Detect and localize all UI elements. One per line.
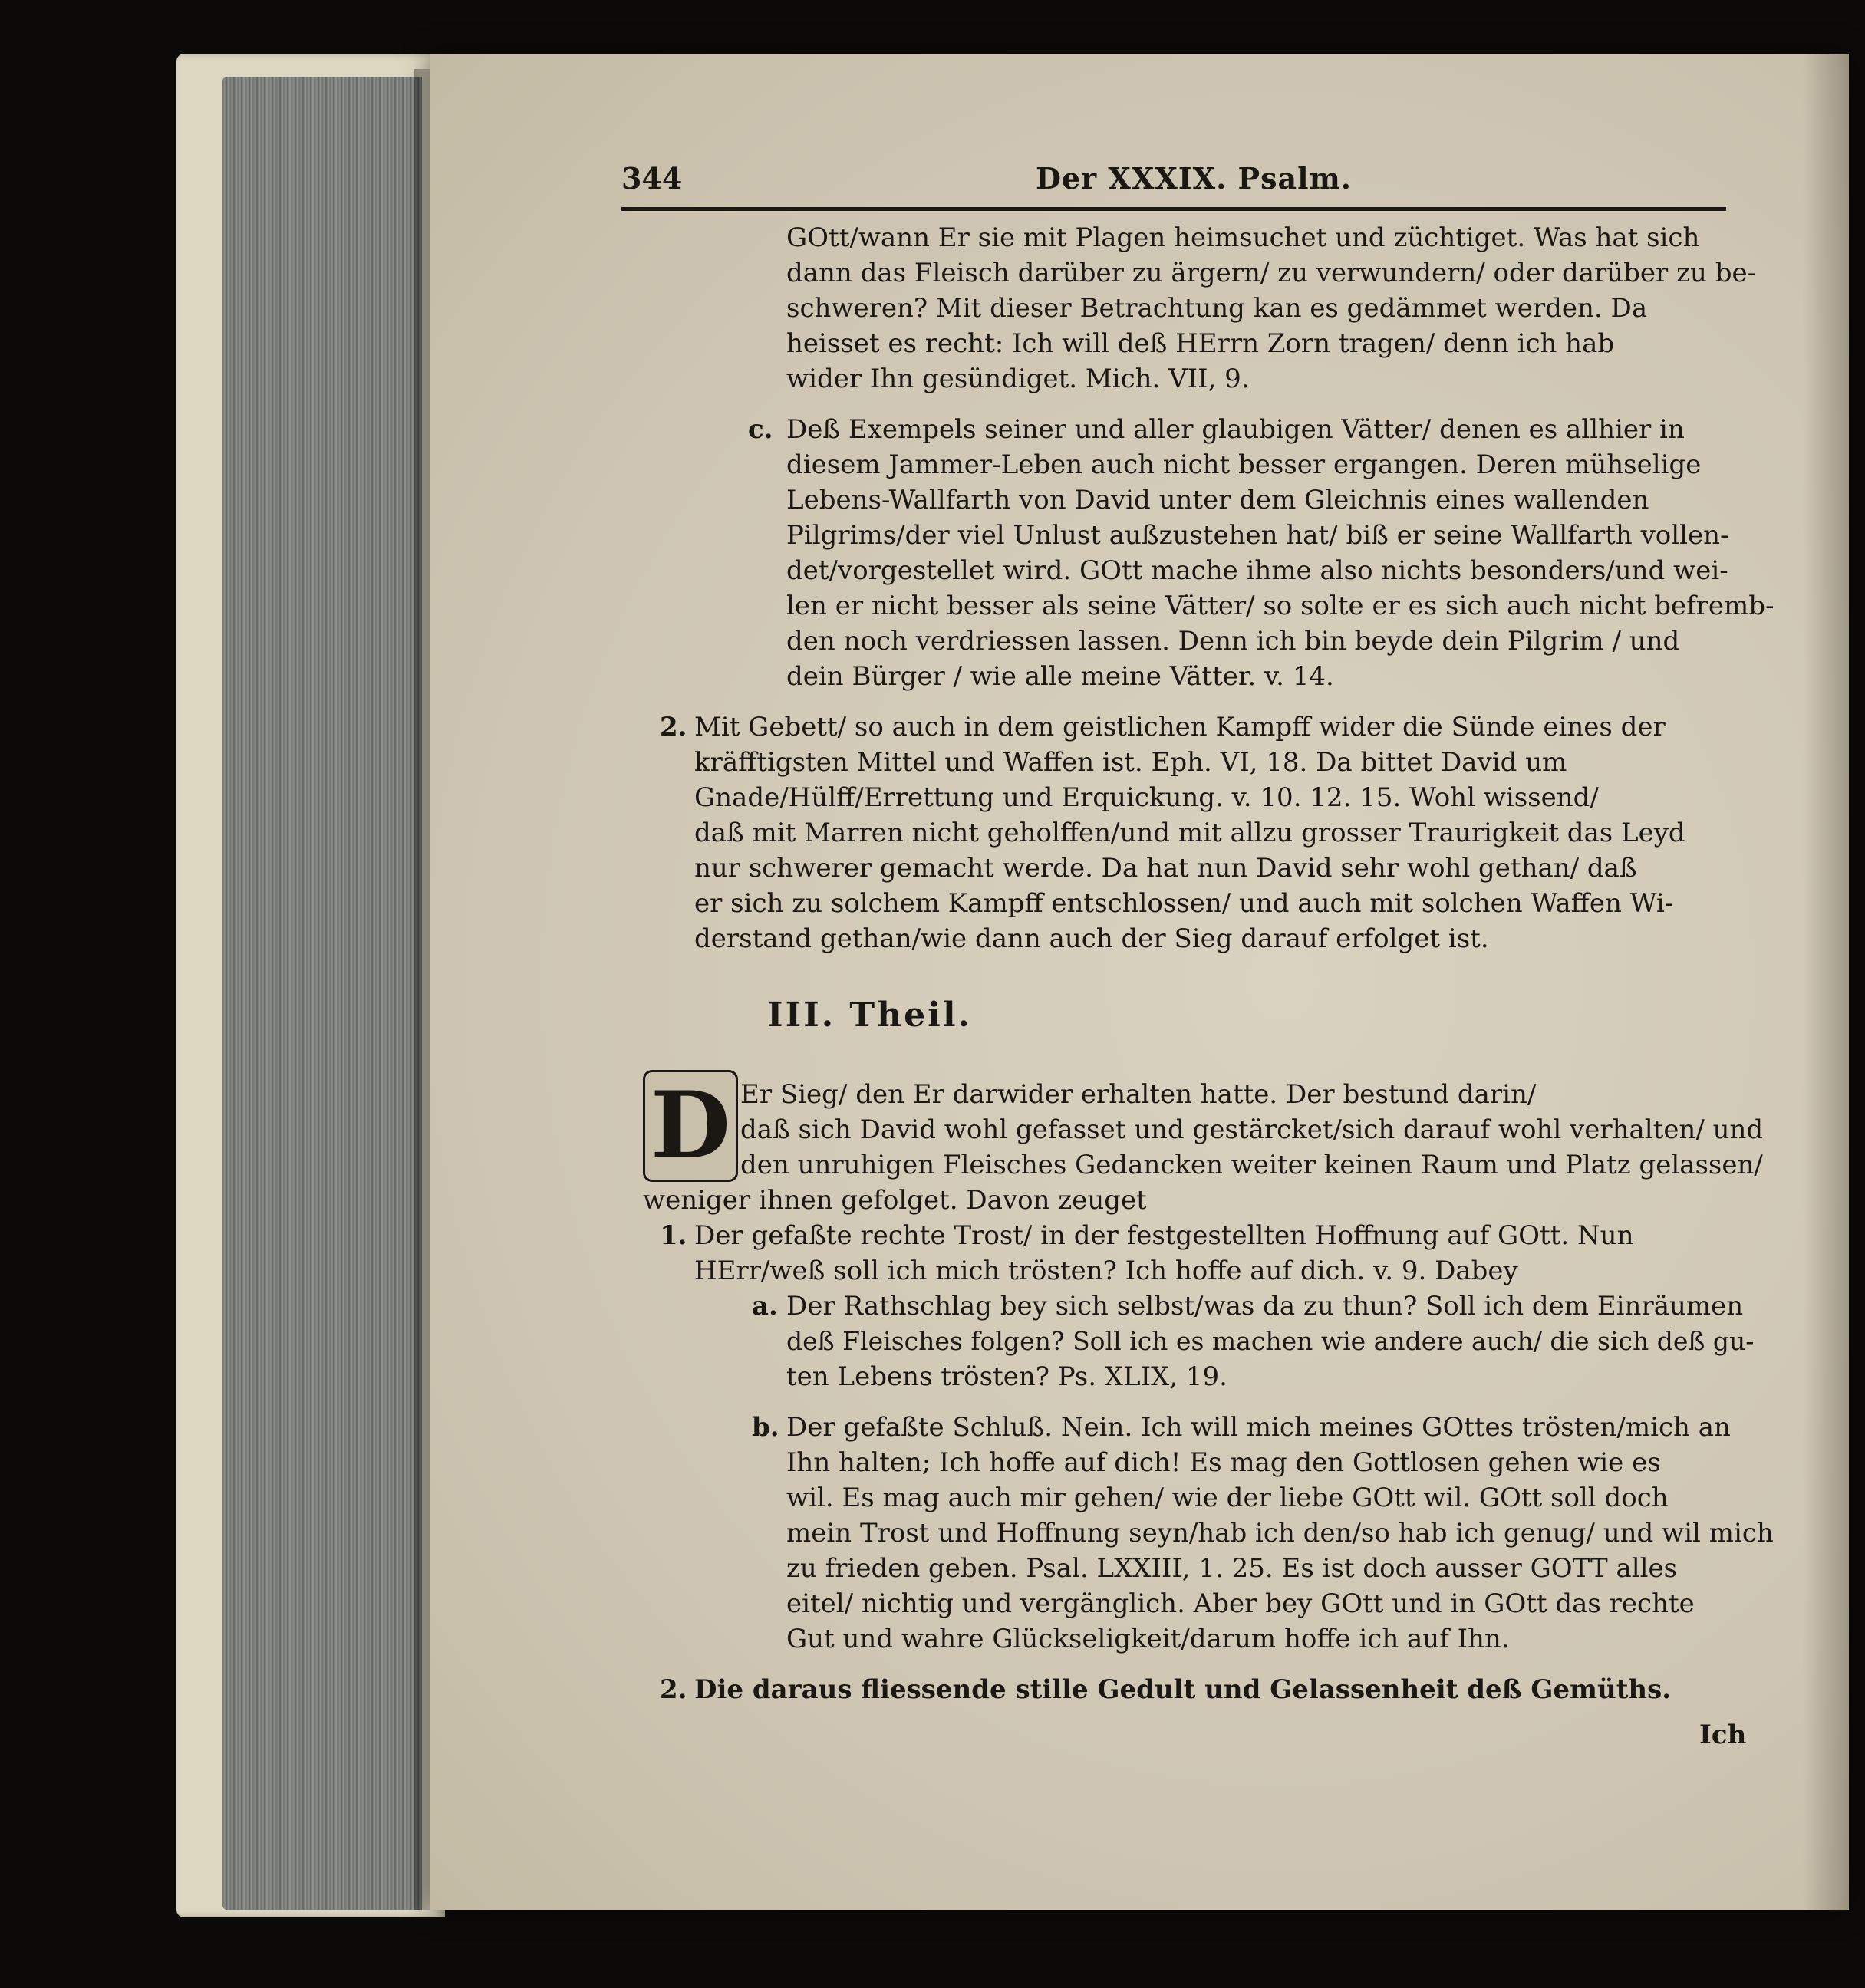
list-marker: 2.: [660, 712, 687, 742]
text-line: heisset es recht: Ich will deß HErrn Zorn tragen/ denn ich hab: [786, 328, 1615, 359]
text-line: schweren? Mit dieser Betrachtung kan es gedämmet werden. Da: [786, 293, 1648, 324]
running-title: Der XXXIX. Psalm.: [1036, 161, 1353, 196]
list-marker: 1.: [660, 1220, 687, 1251]
list-marker: b.: [752, 1412, 779, 1443]
text-line: deß Fleisches folgen? Soll ich es machen wie andere auch/ die sich deß gu-: [786, 1326, 1755, 1356]
text-line: mein Trost und Hoffnung seyn/hab ich den/so hab ich genug/ und wil mich: [786, 1518, 1774, 1549]
text-line: daß sich David wohl gefasset und gestärcket/sich darauf wohl verhalten/ und: [740, 1114, 1764, 1145]
text-line: zu frieden geben. Psal. LXXIII, 1. 25. Es ist doch ausser GOTT alles: [786, 1553, 1678, 1584]
text-line: den noch verdriessen lassen. Denn ich bin beyde dein Pilgrim / und: [786, 626, 1680, 657]
text-line: HErr/weß soll ich mich trösten? Ich hoffe auf dich. v. 9. Dabey: [694, 1256, 1518, 1286]
book-page: [430, 54, 1849, 1910]
catchword: Ich: [1699, 1720, 1747, 1750]
list-marker: 2.: [660, 1674, 687, 1705]
header-rule: [621, 207, 1726, 211]
text-line: Der gefaßte Schluß. Nein. Ich will mich meines GOttes trösten/mich an: [786, 1412, 1731, 1443]
text-line: weniger ihnen gefolget. Davon zeuget: [643, 1185, 1147, 1216]
text-line: Mit Gebett/ so auch in dem geistlichen Kampff wider die Sünde eines der: [694, 712, 1666, 742]
text-line: er sich zu solchem Kampff entschlossen/ und auch mit solchen Waffen Wi-: [694, 888, 1674, 919]
text-line: GOtt/wann Er sie mit Plagen heimsuchet und züchtiget. Was hat sich: [786, 222, 1700, 253]
text-line: Der Rathschlag bey sich selbst/was da zu thun? Soll ich dem Einräumen: [786, 1291, 1744, 1321]
text-line: Ihn halten; Ich hoffe auf dich! Es mag den Gottlosen gehen wie es: [786, 1447, 1661, 1478]
text-line: Die daraus fliessende stille Gedult und Gelassenheit deß Gemüths.: [694, 1674, 1672, 1705]
list-marker: c.: [748, 414, 773, 445]
text-line: nur schwerer gemacht werde. Da hat nun David sehr wohl gethan/ daß: [694, 853, 1637, 884]
text-line: diesem Jammer-Leben auch nicht besser ergangen. Deren mühselige: [786, 449, 1702, 480]
text-line: Gnade/Hülff/Errettung und Erquickung. v. 10. 12. 15. Wohl wissend/: [694, 782, 1599, 813]
text-line: Pilgrims/der viel Unlust außzustehen hat/ biß er seine Wallfarth vollen-: [786, 520, 1729, 551]
list-marker: a.: [752, 1291, 778, 1321]
text-line: ten Lebens trösten? Ps. XLIX, 19.: [786, 1361, 1227, 1392]
text-line: det/vorgestellet wird. GOtt mache ihme also nichts besonders/und wei-: [786, 555, 1728, 586]
text-line: eitel/ nichtig und vergänglich. Aber bey GOtt und in GOtt das rechte: [786, 1588, 1695, 1619]
text-line: kräfftigsten Mittel und Waffen ist. Eph. VI, 18. Da bittet David um: [694, 747, 1567, 778]
text-line: den unruhigen Fleisches Gedancken weiter keinen Raum und Platz gelassen/: [740, 1150, 1763, 1180]
section-heading: III. Theil.: [767, 996, 972, 1035]
text-line: Er Sieg/ den Er darwider erhalten hatte. Der bestund darin/: [740, 1079, 1537, 1110]
text-line: Lebens-Wallfarth von David unter dem Gleichnis eines wallenden: [786, 485, 1649, 515]
text-line: Der gefaßte rechte Trost/ in der festgestellten Hoffnung auf GOtt. Nun: [694, 1220, 1634, 1251]
text-line: dann das Fleisch darüber zu ärgern/ zu verwundern/ oder darüber zu be-: [786, 258, 1757, 288]
text-line: daß mit Marren nicht geholffen/und mit allzu grosser Traurigkeit das Leyd: [694, 818, 1685, 848]
drop-cap: D: [643, 1070, 738, 1182]
page-block-edges: [222, 77, 422, 1910]
text-line: wider Ihn gesündiget. Mich. VII, 9.: [786, 364, 1250, 394]
text-line: Deß Exempels seiner und aller glaubigen Vätter/ denen es allhier in: [786, 414, 1685, 445]
text-line: len er nicht besser als seine Vätter/ so solte er es sich auch nicht befremb-: [786, 591, 1774, 621]
text-line: derstand gethan/wie dann auch der Sieg darauf erfolget ist.: [694, 923, 1489, 954]
text-line: dein Bürger / wie alle meine Vätter. v. 14.: [786, 661, 1334, 692]
page-curve-shading: [1803, 54, 1849, 1910]
text-line: Gut und wahre Glückseligkeit/darum hoffe ich auf Ihn.: [786, 1624, 1510, 1654]
text-line: wil. Es mag auch mir gehen/ wie der liebe GOtt wil. GOtt soll doch: [786, 1483, 1669, 1513]
page-number: 344: [621, 161, 683, 196]
